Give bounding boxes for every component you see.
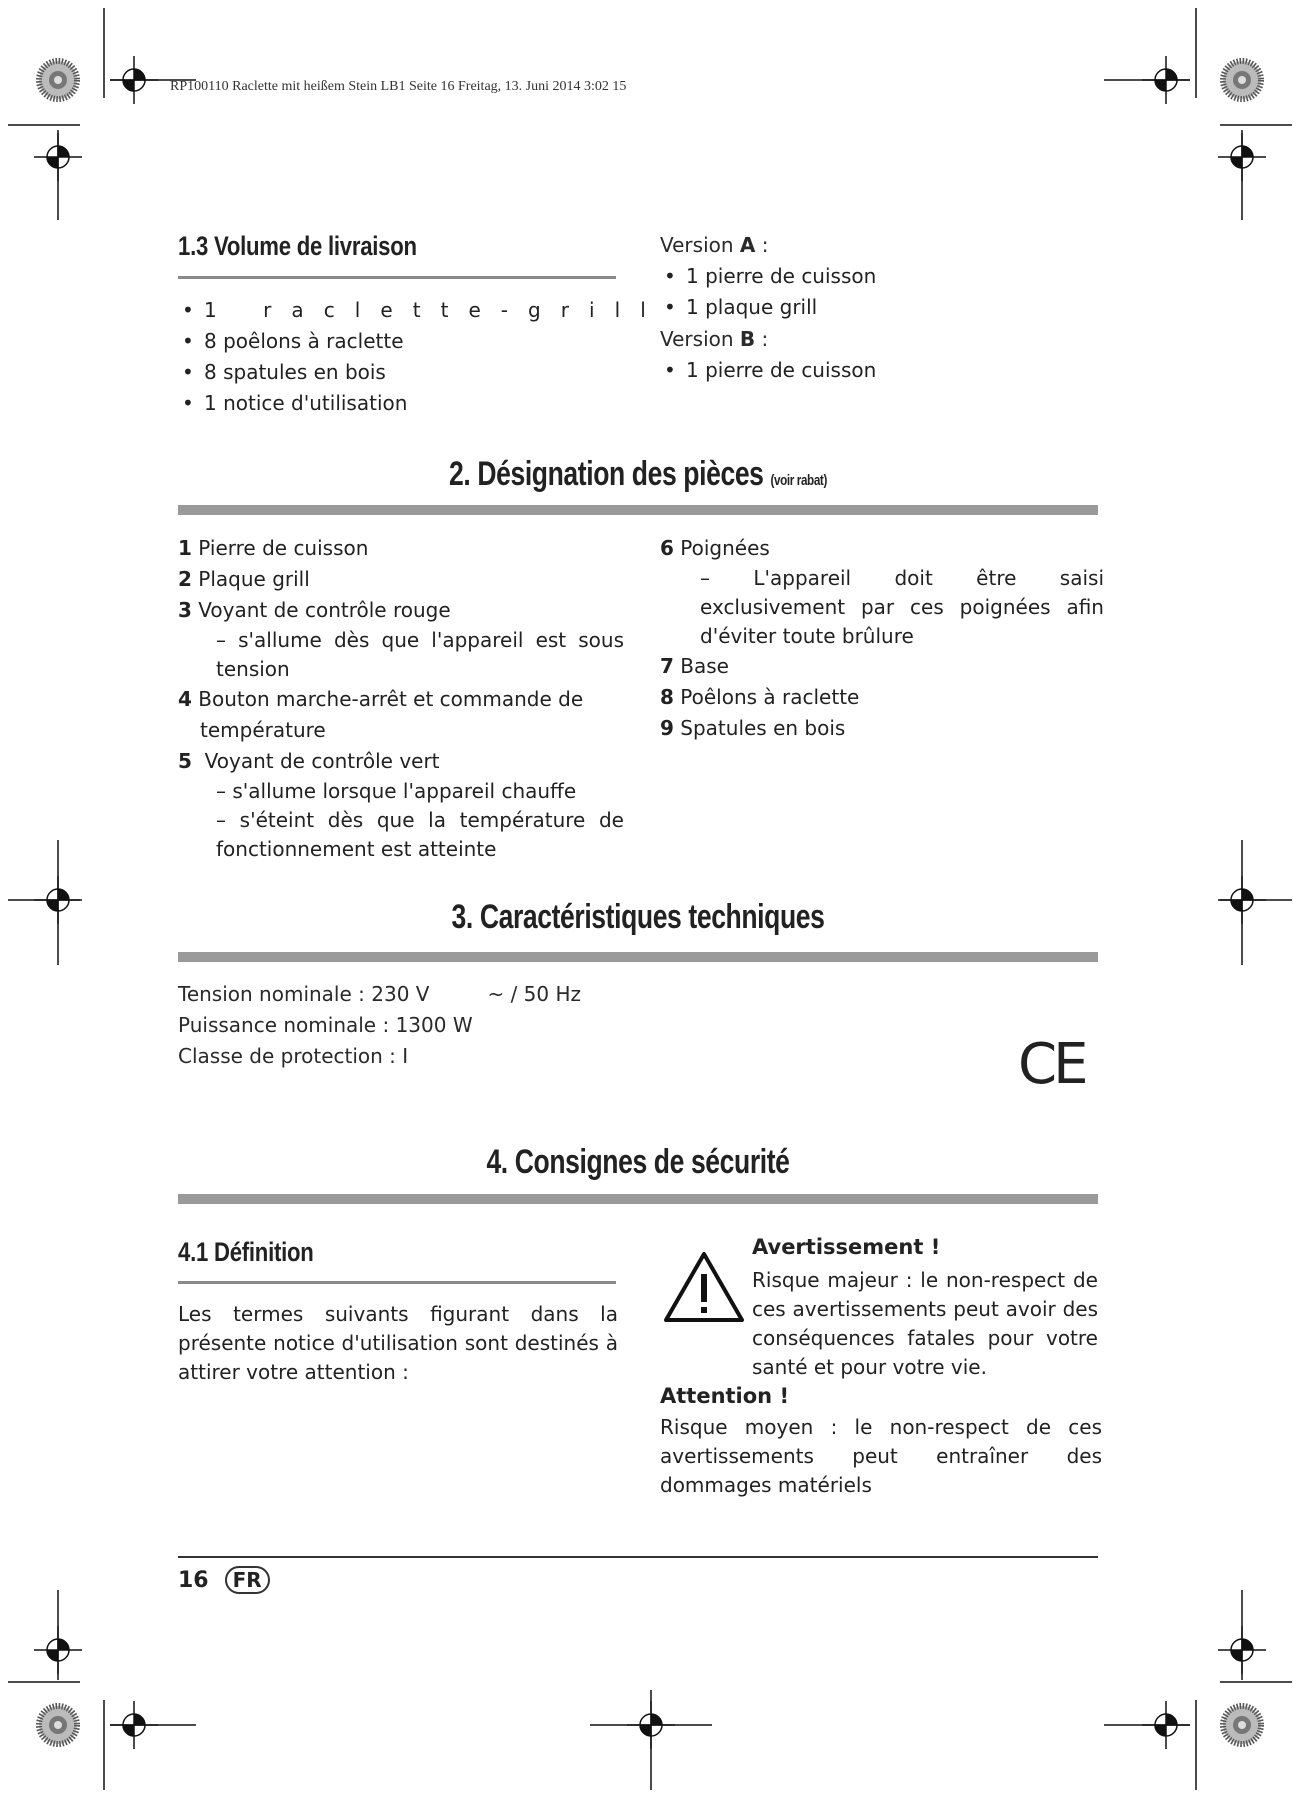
- part-2: 2 Plaque grill: [178, 567, 310, 591]
- delivery-item: • 1 notice d'utilisation: [178, 388, 626, 419]
- protection-line: Classe de protection : I: [178, 1044, 409, 1068]
- part-1: 1 Pierre de cuisson: [178, 536, 369, 560]
- version-a-item: • 1 pierre de cuisson: [660, 261, 1100, 292]
- definition-text: Les termes suivants figurant dans la présente notice d'utilisation sont destinés à attirer votre attention :: [178, 1302, 618, 1384]
- tech-specs: [178, 979, 678, 1072]
- warning-text: Risque majeur : le non-respect de ces avertissements peut avoir des conséquences fatales pour votre santé et pour votre vie.: [752, 1268, 1098, 1379]
- power-line: Puissance nominale : 1300 W: [178, 1013, 473, 1037]
- version-a-list: [660, 261, 1100, 323]
- section-3-rule: [178, 952, 1098, 962]
- delivery-item-char: i: [589, 298, 595, 322]
- delivery-item-char: r: [560, 298, 569, 322]
- tension-line: Tension nominale : 230 V ~ / 50 Hz: [178, 982, 582, 1006]
- delivery-item-char: r: [263, 298, 272, 322]
- page-footer: [178, 1566, 270, 1594]
- part-3-note: – s'allume dès que l'appareil est sous tension: [216, 628, 624, 681]
- delivery-item-char: e: [468, 298, 481, 322]
- version-b-list: [660, 355, 1100, 386]
- part-5-note-1: – s'allume lorsque l'appareil chauffe: [216, 779, 577, 803]
- footer-rule: [178, 1556, 1098, 1558]
- parts-left: [178, 533, 624, 864]
- part-4: 4 Bouton marche-arrêt et commande de température: [178, 687, 584, 742]
- part-6-note: – L'appareil doit être saisi exclusivement par ces poignées afin d'éviter toute brûlure: [700, 566, 1104, 648]
- attention-title: Attention !: [660, 1384, 790, 1408]
- delivery-item-char: -: [500, 298, 508, 322]
- section-2-rule: [178, 505, 1098, 515]
- language-badge: FR: [225, 1566, 270, 1594]
- print-header: RP100110 Raclette mit heißem Stein LB1 Seite 16 Freitag, 13. Juni 2014 3:02 15: [170, 79, 627, 94]
- delivery-list: [178, 295, 646, 419]
- delivery-item-char: [237, 295, 243, 326]
- version-a-item: • 1 plaque grill: [660, 292, 1100, 323]
- part-5: 5 Voyant de contrôle vert: [178, 749, 440, 773]
- delivery-item-char: g: [528, 298, 541, 322]
- delivery-item-char: t: [440, 298, 449, 322]
- page-number: 16: [178, 1568, 209, 1593]
- part-7: 7 Base: [660, 654, 729, 678]
- delivery-item-char: l: [354, 298, 361, 322]
- part-8: 8 Poêlons à raclette: [660, 685, 860, 709]
- part-5-note-2: – s'éteint dès que la température de fonctionnement est atteinte: [216, 808, 624, 861]
- section-1-3-rule: [178, 276, 616, 279]
- delivery-item-char: c: [323, 298, 335, 322]
- version-b-heading: Version B :: [660, 327, 769, 351]
- delivery-item-char: t: [412, 298, 421, 322]
- delivery-item: [178, 295, 646, 326]
- version-a-heading: Version A :: [660, 233, 769, 257]
- part-6: 6 Poignées: [660, 536, 770, 560]
- delivery-item: • 8 spatules en bois: [178, 357, 626, 388]
- section-4-rule: [178, 1194, 1098, 1204]
- warning-triangle-icon: [662, 1250, 746, 1324]
- section-3-title: 3. Caractéristiques techniques: [451, 898, 825, 936]
- part-3: 3 Voyant de contrôle rouge: [178, 598, 451, 622]
- delivery-item: • 8 poêlons à raclette: [178, 326, 626, 357]
- delivery-item-spread: [204, 295, 646, 326]
- section-2-title: 2. Désignation des pièces (voir rabat): [449, 455, 827, 493]
- section-4-1-title: 4.1 Définition: [178, 1237, 314, 1267]
- section-1-3-title: 1.3 Volume de livraison: [178, 231, 417, 261]
- warning-title: Avertissement !: [752, 1235, 941, 1259]
- attention-text: Risque moyen : le non-respect de ces avertissements peut entraîner des dommages matériels: [660, 1415, 1102, 1497]
- part-9: 9 Spatules en bois: [660, 716, 846, 740]
- delivery-item-char: l: [614, 298, 621, 322]
- section-4-1-rule: [178, 1281, 616, 1284]
- delivery-item-char: e: [380, 298, 393, 322]
- section-4-title: 4. Consignes de sécurité: [486, 1143, 790, 1181]
- delivery-item-char: • 1: [204, 298, 217, 322]
- version-b-item: • 1 pierre de cuisson: [660, 355, 1100, 386]
- delivery-item-char: l: [640, 298, 646, 322]
- delivery-item-char: a: [291, 298, 304, 322]
- parts-right: [660, 533, 1104, 744]
- ce-mark: CE: [1018, 1032, 1085, 1097]
